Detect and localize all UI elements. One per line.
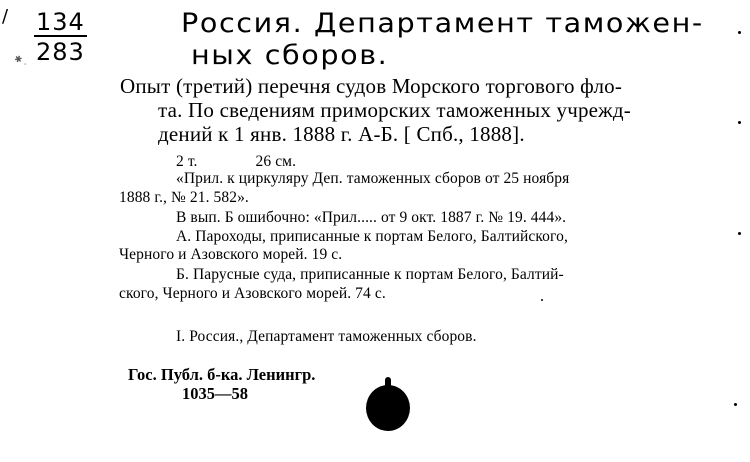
ink-smudge: ✱ . <box>12 54 29 68</box>
note-line-5: Черного и Азовского морей. 19 с. <box>119 246 343 263</box>
call-number-bottom: 283 <box>36 38 85 66</box>
size: 26 см. <box>255 153 297 170</box>
library-name: Гос. Публ. б-ка. Ленингр. <box>128 365 316 384</box>
subject-heading: I. Россия., Департамент таможенных сборов. <box>176 328 477 345</box>
volumes: 2 т. <box>176 153 198 170</box>
note-line-2: 1888 г., № 21. 582». <box>119 189 249 206</box>
handwritten-heading-line-2: ных сборов. <box>191 40 389 71</box>
note-line-3: В вып. Б ошибочно: «Прил..... от 9 окт. 1887 г. № 19. 444». <box>176 209 567 226</box>
title-line-3: дений к 1 янв. 1888 г. А-Б. [ Спб., 1888]. <box>158 122 525 146</box>
title-line-2: та. По сведениям приморских таможенных учрежд- <box>158 98 631 122</box>
note-line-4: А. Пароходы, приписанные к портам Белого, Балтийского, <box>176 228 568 245</box>
punch-hole <box>366 385 410 431</box>
title-line-1: Опыт (третий) перечня судов Морского торгового фло- <box>120 74 623 98</box>
speck <box>734 403 737 406</box>
note-line-7: ского, Черного и Азовского морей. 74 с. <box>119 285 386 302</box>
speck <box>541 299 543 301</box>
speck <box>738 31 741 34</box>
library-code: 1035—58 <box>182 384 248 403</box>
handwritten-heading-line-1: Россия. Департамент таможен- <box>181 8 704 39</box>
speck <box>738 232 741 235</box>
corner-mark: / <box>2 6 9 27</box>
speck <box>738 121 741 124</box>
call-number-top: 134 <box>36 8 85 36</box>
note-line-6: Б. Парусные суда, приписанные к портам Белого, Балтий- <box>176 266 564 283</box>
note-line-1: «Прил. к циркуляру Деп. таможенных сборов от 25 ноября <box>176 170 570 187</box>
